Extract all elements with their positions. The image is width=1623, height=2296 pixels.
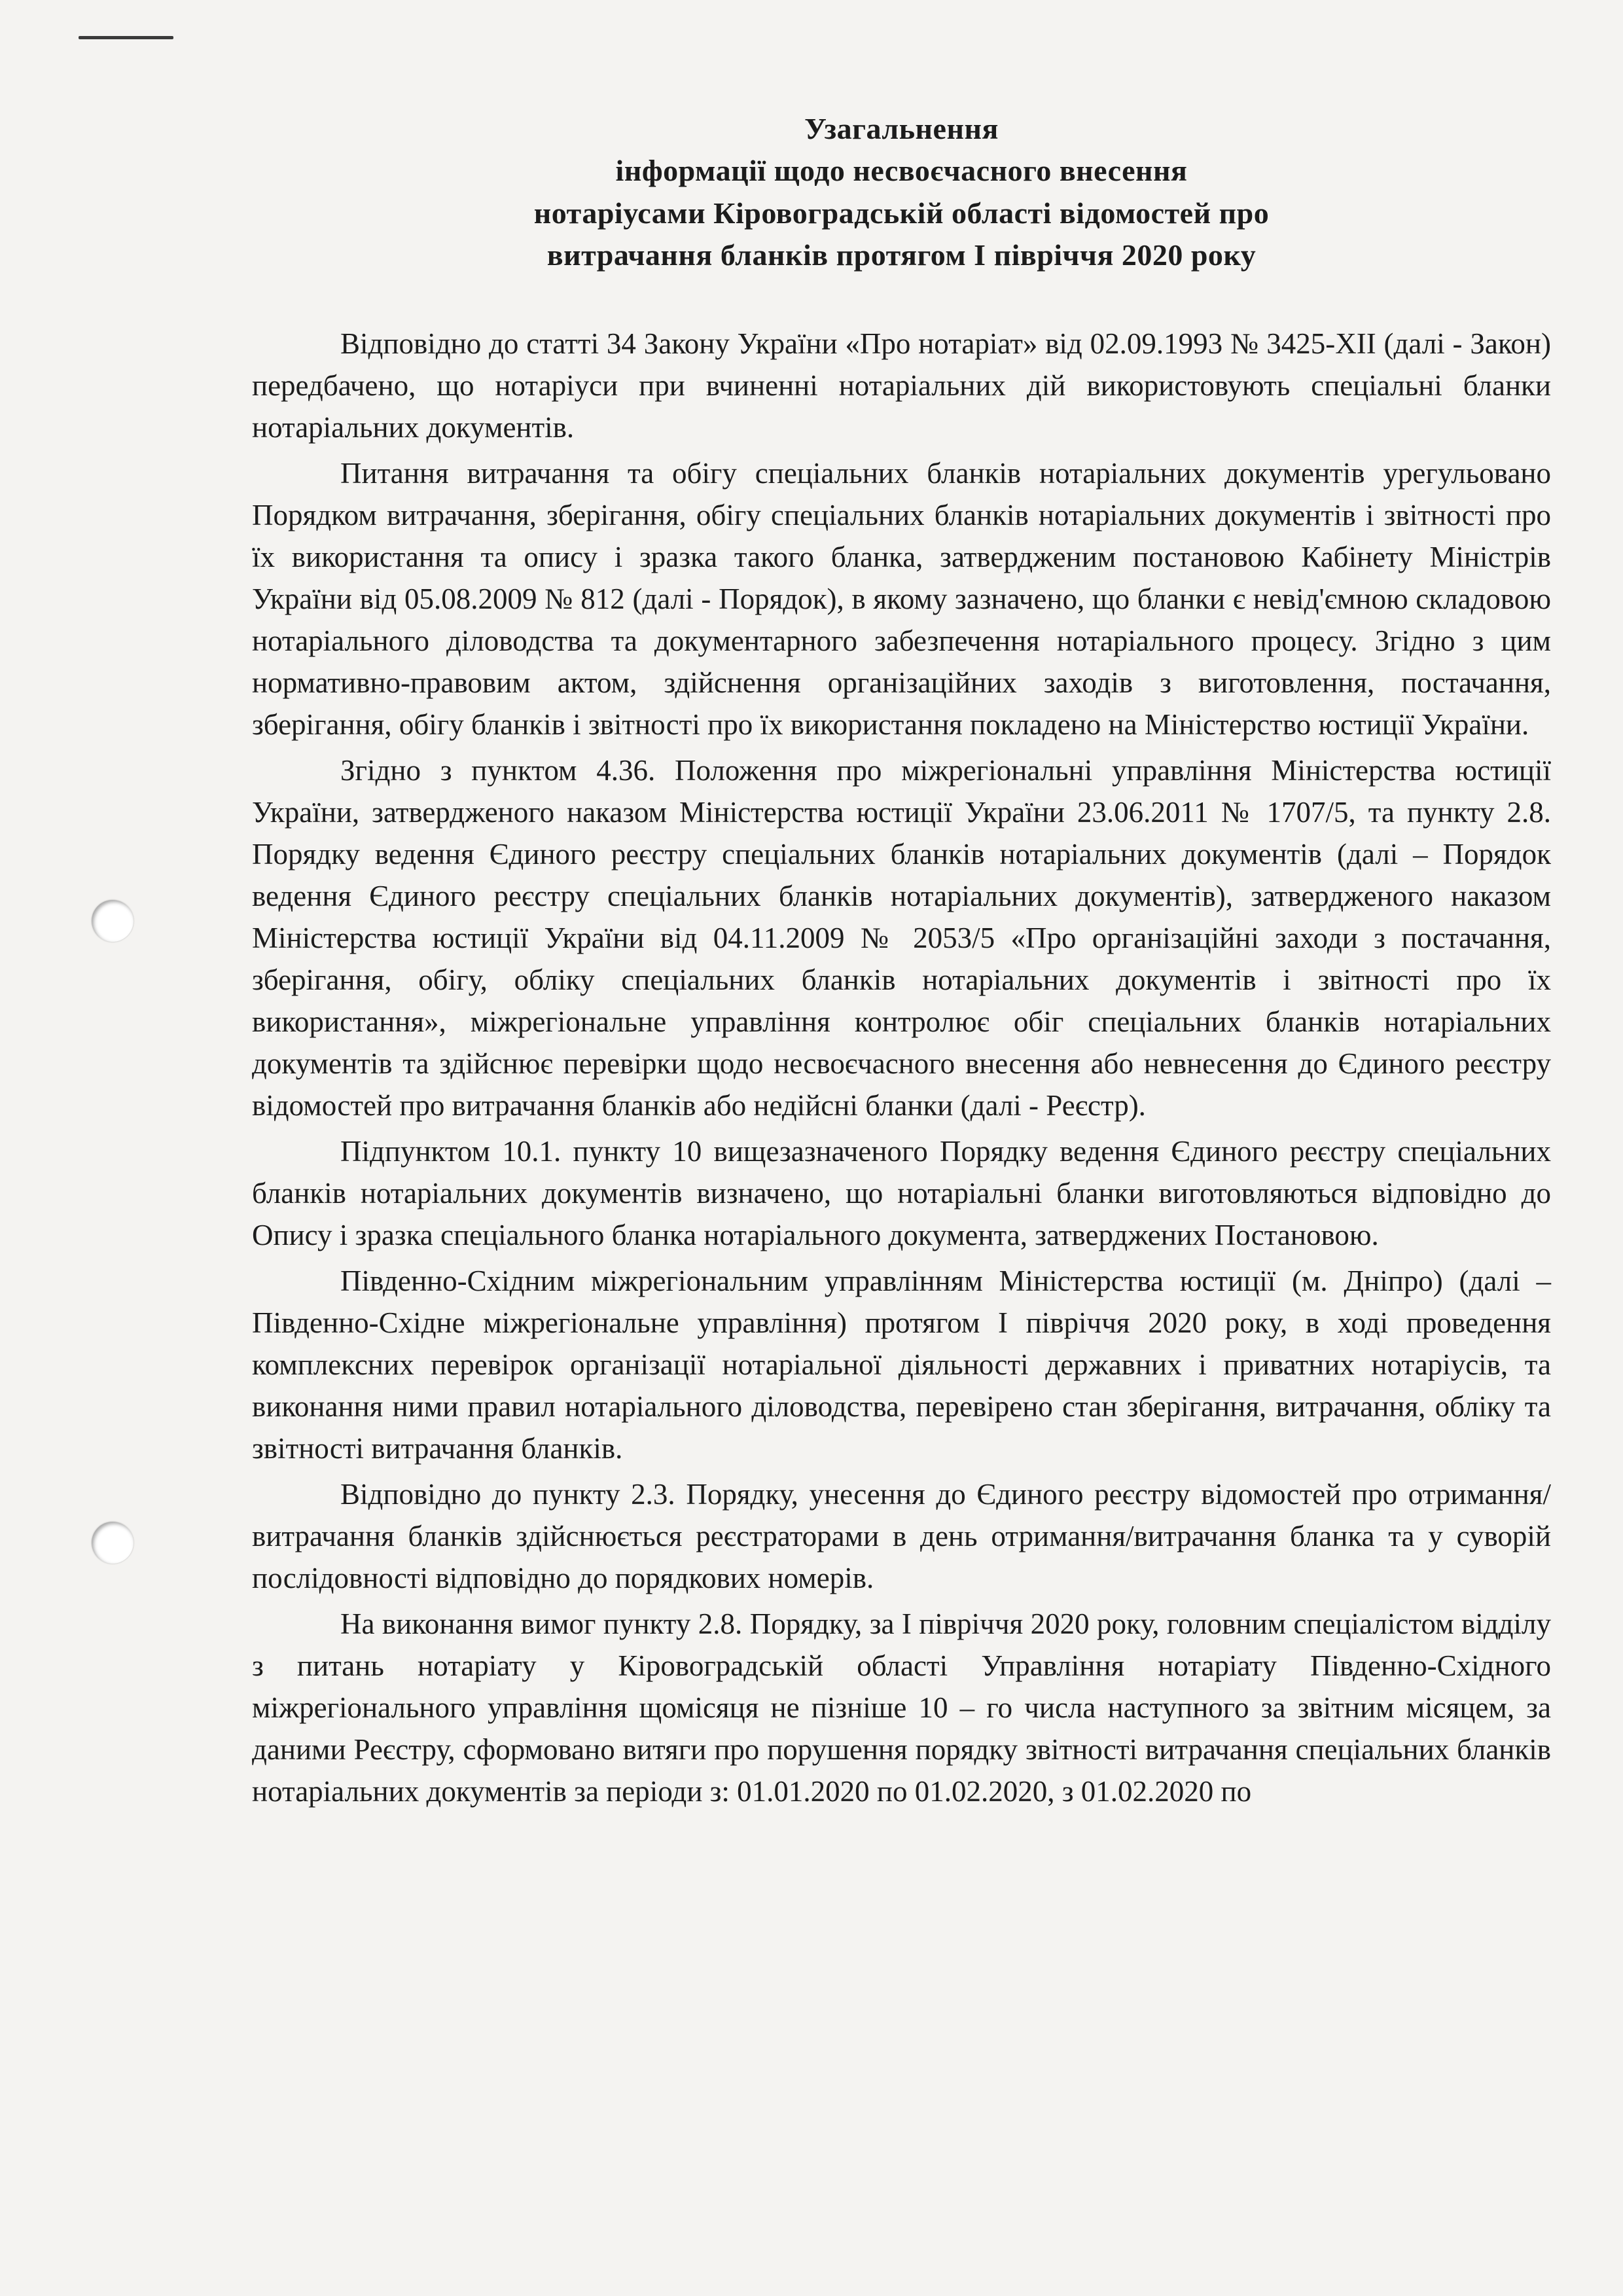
- title-line-4: витрачання бланків протягом І півріччя 2020 року: [546, 238, 1257, 272]
- title-line-3: нотаріусами Кіровоградській області відомостей про: [533, 196, 1270, 230]
- document-title: [252, 108, 1551, 277]
- paragraph-3: Згідно з пунктом 4.36. Положення про міжрегіональні управління Міністерства юстиції України, затвердженого наказом Міністерства юстиції України 23.06.2011 № 1707/5, та пункту 2.8. Порядку ведення Єдиного реєстру спеціальних бланків нотаріальних документів (далі – Порядок ведення Єдиного реєстру спеціальних бланків нотаріальних документів), затвердженого наказом Міністерства юстиції України від 04.11.2009 № 2053/5 «Про організаційні заходи з постачання, зберігання, обігу, обліку спеціальних бланків нотаріальних документів і звітності про їх використання», міжрегіональне управління контролює обіг спеціальних бланків нотаріальних документів та здійснює перевірки щодо несвоєчасного внесення або невнесення до Єдиного реєстру відомостей про витрачання бланків або недійсні бланки (далі - Реєстр).: [252, 753, 1551, 1122]
- paragraph-6: Відповідно до пункту 2.3. Порядку, унесення до Єдиного реєстру відомостей про отримання/витрачання бланків здійснюється реєстраторами в день отримання/витрачання бланка та у суворій послідовності відповідно до порядкових номерів.: [252, 1477, 1551, 1594]
- title-line-2: інформації щодо несвоєчасного внесення: [615, 154, 1188, 188]
- title-line-1: Узагальнення: [804, 112, 999, 145]
- paragraph-2: Питання витрачання та обігу спеціальних бланків нотаріальних документів урегульовано Порядком витрачання, зберігання, обігу спеціальних бланків нотаріальних документів і звітності про їх використання та опису і зразка такого бланка, затвердженим постановою Кабінету Міністрів України від 05.08.2009 № 812 (далі - Порядок), в якому зазначено, що бланки є невід'ємною складовою нотаріального діловодства та документарного забезпечення нотаріального процесу. Згідно з цим нормативно-правовим актом, здійснення організаційних заходів з виготовлення, постачання, зберігання, обігу бланків і звітності про їх використання покладено на Міністерство юстиції України.: [252, 456, 1551, 741]
- paragraph-1: Відповідно до статті 34 Закону України «Про нотаріат» від 02.09.1993 № 3425-XII (далі - Закон) передбачено, що нотаріуси при вчиненні нотаріальних дій використовують спеціальні бланки нотаріальних документів.: [252, 327, 1551, 444]
- paragraph-7: На виконання вимог пункту 2.8. Порядку, за І півріччя 2020 року, головним спеціалістом відділу з питань нотаріату у Кіровоградській області Управління нотаріату Південно-Східного міжрегіонального управління щомісяця не пізніше 10 – го числа наступного за звітним місяцем, за даними Реєстру, сформовано витяги про порушення порядку звітності витрачання спеціальних бланків нотаріальних документів за періоди з: 01.01.2020 по 01.02.2020, з 01.02.2020 по: [252, 1607, 1551, 1808]
- document-page: [252, 108, 1551, 1816]
- scan-mark: [79, 36, 173, 39]
- paragraph-5: Південно-Східним міжрегіональним управлінням Міністерства юстиції (м. Дніпро) (далі – Південно-Східне міжрегіональне управління) протягом І півріччя 2020 року, в ході проведення комплексних перевірок організації нотаріальної діяльності державних і приватних нотаріусів, та виконання ними правил нотаріального діловодства, перевірено стан зберігання, витрачання, обліку та звітності витрачання бланків.: [252, 1264, 1551, 1465]
- punch-hole-bottom: [92, 1522, 134, 1564]
- paragraph-4: Підпунктом 10.1. пункту 10 вищезазначеного Порядку ведення Єдиного реєстру спеціальних бланків нотаріальних документів визначено, що нотаріальні бланки виготовляються відповідно до Опису і зразка спеціального бланка нотаріального документа, затверджених Постановою.: [252, 1134, 1551, 1251]
- punch-hole-top: [92, 900, 134, 942]
